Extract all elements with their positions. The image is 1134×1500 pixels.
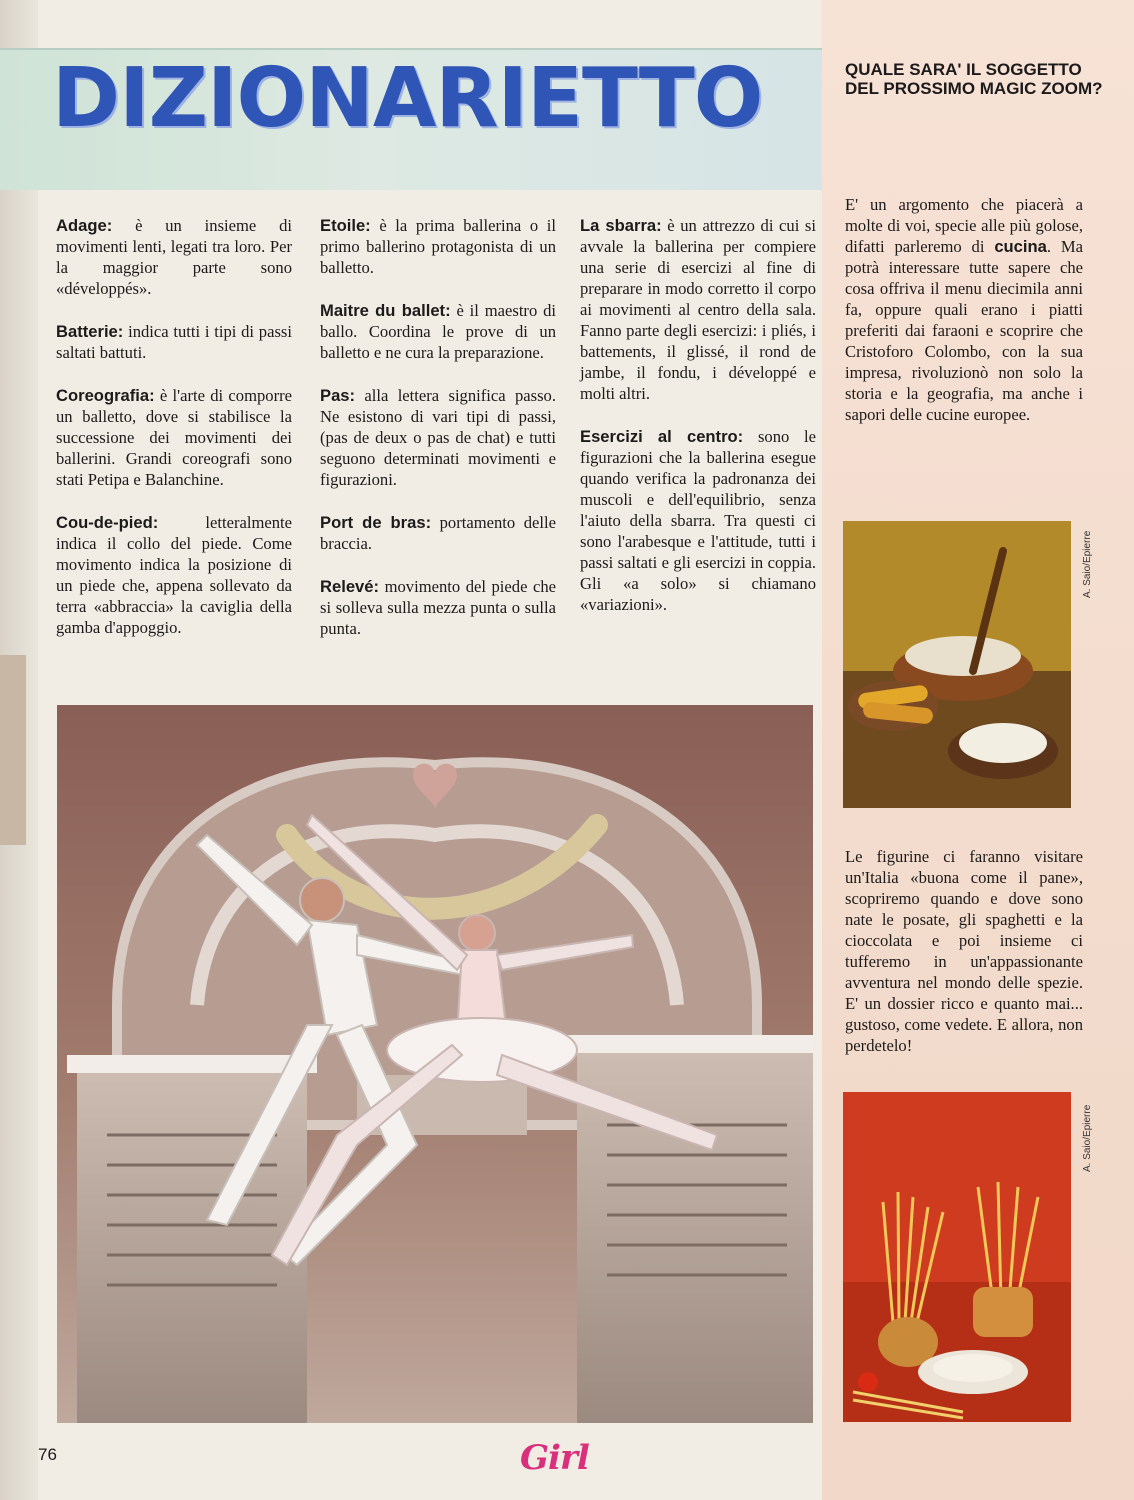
previous-page-edge [0, 655, 26, 845]
glossary-definition: indica tutti i tipi di passi saltati battuti. [56, 322, 292, 362]
glossary-term: Maitre du ballet: [320, 301, 451, 320]
glossary-entry [56, 512, 292, 638]
glossary-term: Coreografia: [56, 386, 155, 405]
magazine-logo: Girl [520, 1438, 589, 1478]
photo-credit: A. Saio/Epierre [1082, 1104, 1093, 1172]
glossary-column-3 [580, 215, 816, 637]
glossary-definition: sono le figurazioni che la ballerina esegue quando verifica la padronanza dei muscoli e dell'equilibrio, senza l'aiuto della sbarra. Tra questi ci sono l'arabesque e l'attitude, tutti i passi saltati e gli esercizi in coppia. Gli «a solo» si chiamano «variazioni». [580, 427, 816, 614]
glossary-definition: è la prima ballerina o il primo ballerino protagonista di un balletto. [320, 216, 556, 277]
glossary-column-1 [56, 215, 292, 660]
glossary-entry [320, 385, 556, 490]
glossary-term: Adage: [56, 216, 113, 235]
page-number: 76 [38, 1445, 57, 1464]
glossary-entry [580, 426, 816, 615]
glossary-entry [580, 215, 816, 404]
sidebar-text: E' un argomento che piacerà a molte di voi, specie alle più golose, difatti parleremo di [845, 195, 1083, 256]
ballet-photo [57, 705, 813, 1423]
glossary-definition: movimento del piede che si solleva sulla mezza punta o sulla punta. [320, 577, 556, 638]
glossary-definition: è il maestro di ballo. Coordina le prove di un balletto e ne cura la preparazione. [320, 301, 556, 362]
pasta-photo [843, 1092, 1071, 1422]
glossary-definition: letteralmente indica il collo del piede. Come movimento indica la posizione di un piede che, appena sollevato da terra «abbraccia» la caviglia della gamba d'appoggio. [56, 513, 292, 637]
sidebar-paragraph-1 [845, 194, 1083, 425]
glossary-entry [320, 215, 556, 278]
glossary-term: Batterie: [56, 322, 124, 341]
glossary-column-2 [320, 215, 556, 661]
glossary-definition: portamento delle braccia. [320, 513, 556, 553]
glossary-definition: è un attrezzo di cui si avvale la ballerina per compiere una serie di esercizi al fine di preparare in modo corretto il corpo ai movimenti al centro della sala. Fanno parte degli esercizi: i pliés, i battements, il glissé, il rond de jambe, il fondu, i développé e molti altri. [580, 216, 816, 403]
glossary-term: La sbarra: [580, 216, 662, 235]
glossary-definition: alla lettera significa passo. Ne esistono di vari tipi di passi, (pas de deux o pas de chat) e tutti seguono determinati movimenti e figurazioni. [320, 386, 556, 489]
glossary-definition: è un insieme di movimenti lenti, legati tra loro. Per la maggior parte sono «développés». [56, 216, 292, 298]
glossary-term: Cou-de-pied: [56, 513, 159, 532]
glossary-entry [320, 512, 556, 554]
glossary-entry [320, 576, 556, 639]
glossary-entry [320, 300, 556, 363]
sidebar-heading: QUALE SARA' IL SOGGETTO DEL PROSSIMO MAGIC ZOOM? [845, 60, 1103, 98]
photo-credit: A. Saio/Epierre [1082, 530, 1093, 598]
glossary-definition: è l'arte di comporre un balletto, dove si stabilisce la successione dei movimenti dei ballerini. Grandi coreografi sono stati Petipa e Balanchine. [56, 386, 292, 489]
glossary-entry [56, 321, 292, 363]
corn-flour-photo [843, 521, 1071, 808]
glossary-term: Pas: [320, 386, 356, 405]
sidebar-text: . Ma potrà interessare tutte sapere che cosa offriva il menu diecimila anni fa, oppure quali erano i piatti preferiti dai faraoni e scoprire che Cristoforo Colombo, con la sua impresa, rivoluzionò non solo la storia e la geografia, ma anche i sapori delle cucine europee. [845, 237, 1083, 424]
glossary-entry [56, 215, 292, 299]
glossary-entry [56, 385, 292, 490]
sidebar-paragraph-2: Le figurine ci faranno visitare un'Italia «buona come il pane», scopriremo quando e dove sono nate le posate, gli spaghetti e la cioccolata e poi insieme ci tufferemo in un'appassionante avventura nel mondo delle spezie. E' un dossier ricco e quanto mai... gustoso, come vedete. E allora, non perdetelo! [845, 847, 1083, 1055]
page-title: DIZIONARIETTO [52, 51, 763, 146]
sidebar-keyword: cucina [994, 237, 1047, 256]
glossary-term: Port de bras: [320, 513, 432, 532]
glossary-term: Esercizi al centro: [580, 427, 744, 446]
glossary-term: Etoile: [320, 216, 371, 235]
glossary-term: Relevé: [320, 577, 380, 596]
